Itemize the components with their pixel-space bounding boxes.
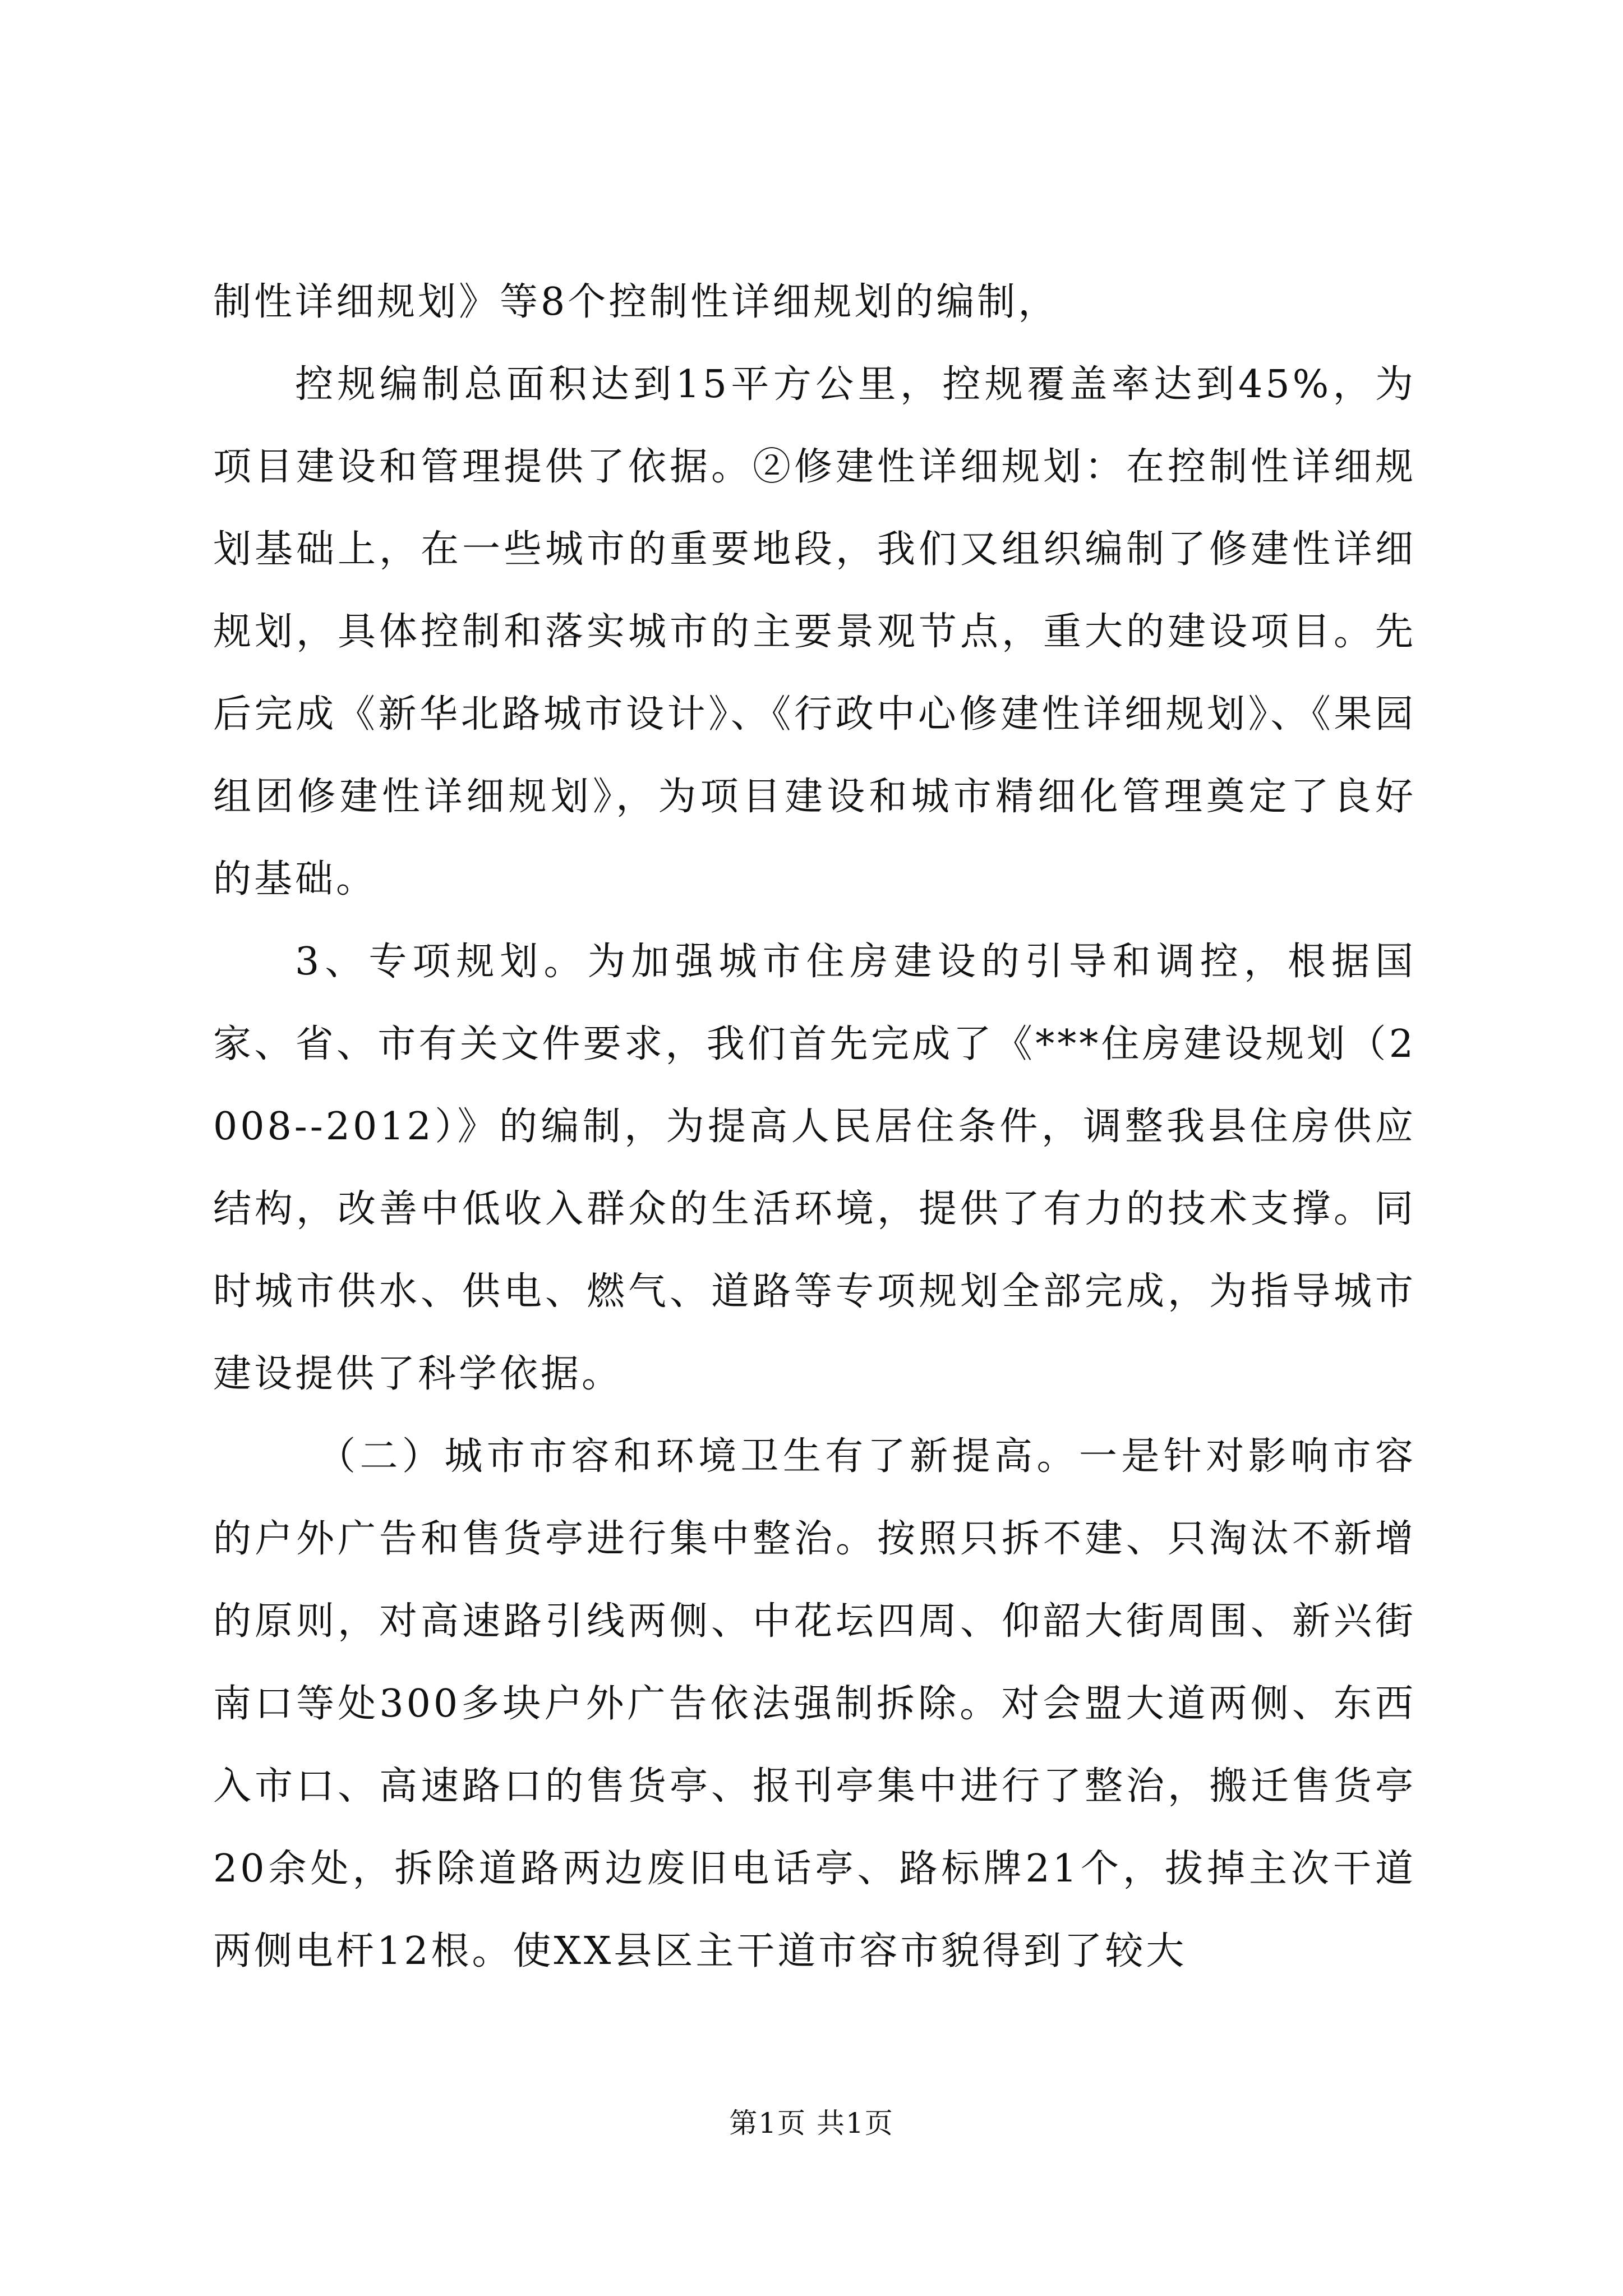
document-body <box>213 261 1416 1993</box>
paragraph-continuation: 制性详细规划》等8个控制性详细规划的编制， <box>213 280 1059 324</box>
paragraph-detailed-planning: 控规编制总面积达到15平方公里，控规覆盖率达到45%，为项目建设和管理提供了依据。②修建性详细规划：在控制性详细规划基础上，在一些城市的重要地段，我们又组织编制了修建性详细规划，具体控制和落实城市的主要景观节点，重大的建设项目。先后完成《新华北路城市设计》、《行政中心修建性详细规划》、《果园组团修建性详细规划》，为项目建设和城市精细化管理奠定了良好的基础。 <box>213 362 1416 901</box>
paragraph-special-planning: 3、专项规划。为加强城市住房建设的引导和调控，根据国家、省、市有关文件要求，我们首先完成了《***住房建设规划（2008--2012）》的编制，为提高人民居住条件，调整我县住房供应结构，改善中低收入群众的生活环境，提供了有力的技术支撑。同时城市供水、供电、燃气、道路等专项规划全部完成，为指导城市建设提供了科学依据。 <box>213 940 1416 1396</box>
paragraph-city-appearance: （二）城市市容和环境卫生有了新提高。一是针对影响市容的户外广告和售货亭进行集中整治。按照只拆不建、只淘汰不新增的原则，对高速路引线两侧、中花坛四周、仰韶大街周围、新兴街南口等处300多块户外广告依法强制拆除。对会盟大道两侧、东西入市口、高速路口的售货亭、报刊亭集中进行了整治，搬迁售货亭20余处，拆除道路两边废旧电话亭、路标牌21个，拔掉主次干道两侧电杆12根。使XX县区主干道市容市貌得到了较大 <box>213 1434 1416 1973</box>
page-footer: 第1页 共1页 <box>729 2107 894 2139</box>
